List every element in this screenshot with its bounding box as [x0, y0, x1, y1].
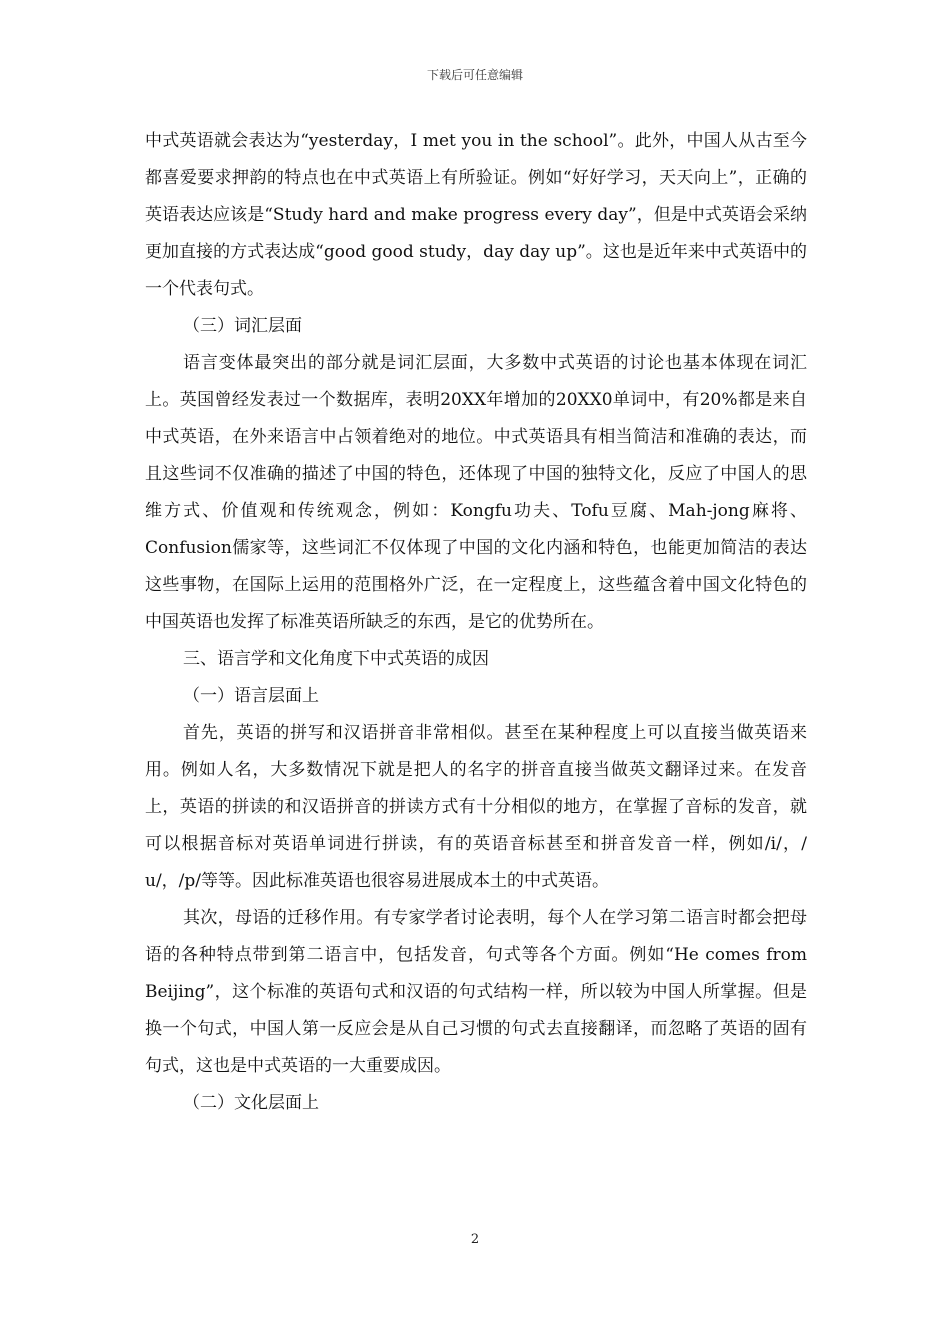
paragraph-1: 中式英语就会表达为“yesterday，I met you in the school”。此外，中国人从古至今都喜爱要求押韵的特点也在中式英语上有所验证。例如“好好学习，天天向上”，正确的英语表达应该是“Study hard and make progress every day”，但是中式英语会采纳更加直接的方式表达成“good good study，day day up”。这也是近年来中式英语中的一个代表句式。: [145, 131, 807, 299]
page-number: 2: [470, 1232, 480, 1247]
paragraph-3: 首先，英语的拼写和汉语拼音非常相似。甚至在某种程度上可以直接当做英语来用。例如人名，大多数情况下就是把人的名字的拼音直接当做英文翻译过来。在发音上，英语的拼读的和汉语拼音的拼读方式有十分相似的地方，在掌握了音标的发音，就可以根据音标对英语单词进行拼读，有的英语音标甚至和拼音发音一样，例如/i/，/ u/，/p/等等。因此标准英语也很容易进展成本土的中式英语。: [145, 723, 807, 891]
document-body: [145, 123, 807, 1122]
section-heading-causes: 三、语言学和文化角度下中式英语的成因: [183, 649, 489, 669]
paragraph-4: 其次，母语的迁移作用。有专家学者讨论表明，每个人在学习第二语言时都会把母语的各种特点带到第二语言中，包括发音，句式等各个方面。例如“He comes from Beijing”，这个标准的英语句式和汉语的句式结构一样，所以较为中国人所掌握。但是换一个句式，中国人第一反应会是从自己习惯的句式去直接翻译，而忽略了英语的固有句式，这也是中式英语的一大重要成因。: [145, 908, 807, 1076]
section-heading-vocabulary: （三）词汇层面: [183, 316, 302, 336]
section-heading-cultural: （二）文化层面上: [183, 1093, 319, 1113]
section-heading-linguistic: （一）语言层面上: [183, 686, 319, 706]
paragraph-2: 语言变体最突出的部分就是词汇层面，大多数中式英语的讨论也基本体现在词汇上。英国曾经发表过一个数据库，表明20XX年增加的20XX0单词中，有20%都是来自中式英语，在外来语言中占领着绝对的地位。中式英语具有相当简洁和准确的表达，而且这些词不仅准确的描述了中国的特色，还体现了中国的独特文化，反应了中国人的思维方式、价值观和传统观念，例如：Kongfu功夫、Tofu豆腐、Mah-jong麻将、Confusion儒家等，这些词汇不仅体现了中国的文化内涵和特色，也能更加简洁的表达这些事物，在国际上运用的范围格外广泛，在一定程度上，这些蕴含着中国文化特色的中国英语也发挥了标准英语所缺乏的东西，是它的优势所在。: [145, 353, 807, 632]
page-header: 下载后可任意编辑: [426, 68, 523, 82]
